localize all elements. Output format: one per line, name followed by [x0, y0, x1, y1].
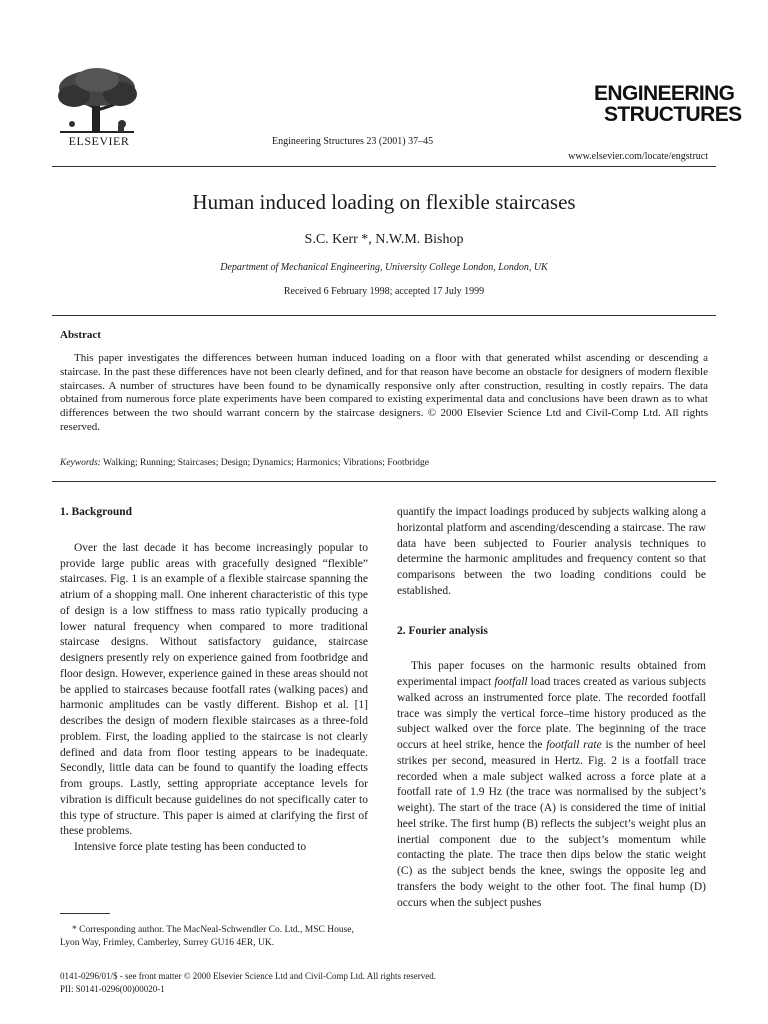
section-2-paragraph-1: This paper focuses on the harmonic results obtained from experimental impact footfall load traces created as various subjects walked across an instrumented force plate. The recorded footfall trace was simply the vertical force–time history produced as the subject walked over the force plate. The beginning of the trace occurs at heel strike, hence the footfall rate is the number of heel strikes per second, measured in Hertz. Fig. 2 is a footfall trace recorded when a male subject walked across a force plate at a footfall rate of 1.9 Hz (the trace was normalised by the subject’s weight). The start of the trace (A) is considered the time of initial heel strike. The first hump (B) reflects the subject’s weight plus an inertial component due to the subject’s momentum while contacting the plate. The trace then dips below the static weight (C) as the subject bends the knee, swings the opposite leg and transfers the body weight to the other foot. The final hump (D) occurs when the subject pushes [397, 660, 706, 909]
section-1-paragraph-2-continued: quantify the impact loadings produced by subjects walking along a horizontal platform and ascending/descending a staircase. The raw data have been subjected to Fourier analysis techniques to determine the harmonic amplitudes and frequency content so that comparisons between the two loading conditions could be established. [397, 506, 706, 597]
brand-line-1: ENGINEERING [594, 82, 735, 105]
left-column [60, 505, 368, 856]
abstract-heading: Abstract [60, 329, 101, 341]
footnote-rule [60, 913, 110, 914]
journal-url[interactable]: www.elsevier.com/locate/engstruct [568, 151, 708, 162]
author-affiliation: Department of Mechanical Engineering, University College London, London, UK [220, 262, 548, 273]
header-divider [52, 166, 716, 167]
journal-citation: Engineering Structures 23 (2001) 37–45 [272, 136, 434, 147]
publisher-name: ELSEVIER [68, 134, 130, 148]
section-1-paragraph-2-start: Intensive force plate testing has been conducted to [74, 841, 307, 853]
journal-brand [594, 83, 742, 125]
corresponding-author-footnote: * Corresponding author. The MacNeal-Schwendler Co. Ltd., MSC House, Lyon Way, Frimley, Camberley, Surrey GU16 4ER, UK. [60, 925, 354, 948]
pii-line: PII: S0141-0296(00)00020-1 [60, 984, 165, 994]
article-title: Human induced loading on flexible staircases [192, 190, 576, 214]
abstract-divider [52, 481, 716, 482]
section-1-heading: 1. Background [60, 506, 133, 518]
section-2-heading: 2. Fourier analysis [397, 624, 488, 637]
title-divider [52, 315, 716, 316]
article-authors: S.C. Kerr *, N.W.M. Bishop [304, 232, 464, 247]
keywords-label: Keywords: [60, 458, 101, 468]
received-dates: Received 6 February 1998; accepted 17 July 1999 [283, 286, 485, 297]
term-footfall-rate: footfall rate [546, 739, 602, 751]
section-1-paragraph-1: Over the last decade it has become increasingly popular to provide large public areas with gracefully designed “flexible” staircases. Fig. 1 is an example of a flexible staircase spanning the atrium of a shopping mall. One inherent characteristic of this type of design is a low stiffness to mass ratio typically producing a lower natural frequency when compared to more traditional staircase designs. Without satisfactory guidance, staircase designers presently rely on experience gained from footbridge and floor design. However, experience gained in these areas should not be applied to staircases because footfall rates (walking paces) and harmonic amplitudes can be vastly different. Bishop et al. [1] describes the design of modern flexible staircases as a three-fold problem. First, the loading applied to the staircase is not clearly defined and data from floor testing appears to be inadequate. Secondly, little data can be found to quantify the loading effects from groups. Lastly, setting appropriate acceptance levels for vibration is difficult because guidelines do not specifically cater to this type of structure. This paper is aimed at clarifying the first of these problems. [60, 541, 368, 838]
keywords [60, 458, 708, 468]
abstract-text: This paper investigates the differences between human induced loading on a floor with that generated whilst ascending or descending a staircase. In the past these differences have not been clearly defined, and for that reason have become an obstacle for designers of modern flexible staircases. A number of structures have been found to be dynamically responsive only after construction, resulting in costly repairs. The data obtained from numerous force plate experiments have been compared to existing experimental data and conclusions have been drawn as to what differences between the two should warrant concern by the staircase designers. © 2000 Elsevier Science Ltd and Civil-Comp Ltd. All rights reserved. [60, 352, 708, 433]
brand-line-2: STRUCTURES [604, 103, 742, 126]
term-footfall: footfall [494, 676, 528, 688]
right-column [397, 505, 706, 911]
keywords-list: Walking; Running; Staircases; Design; Dynamics; Harmonics; Vibrations; Footbridge [103, 458, 429, 468]
copyright-line: 0141-0296/01/$ - see front matter © 2000 Elsevier Science Ltd and Civil-Comp Ltd. All rights reserved. [60, 971, 437, 981]
copyright-block [60, 970, 436, 996]
